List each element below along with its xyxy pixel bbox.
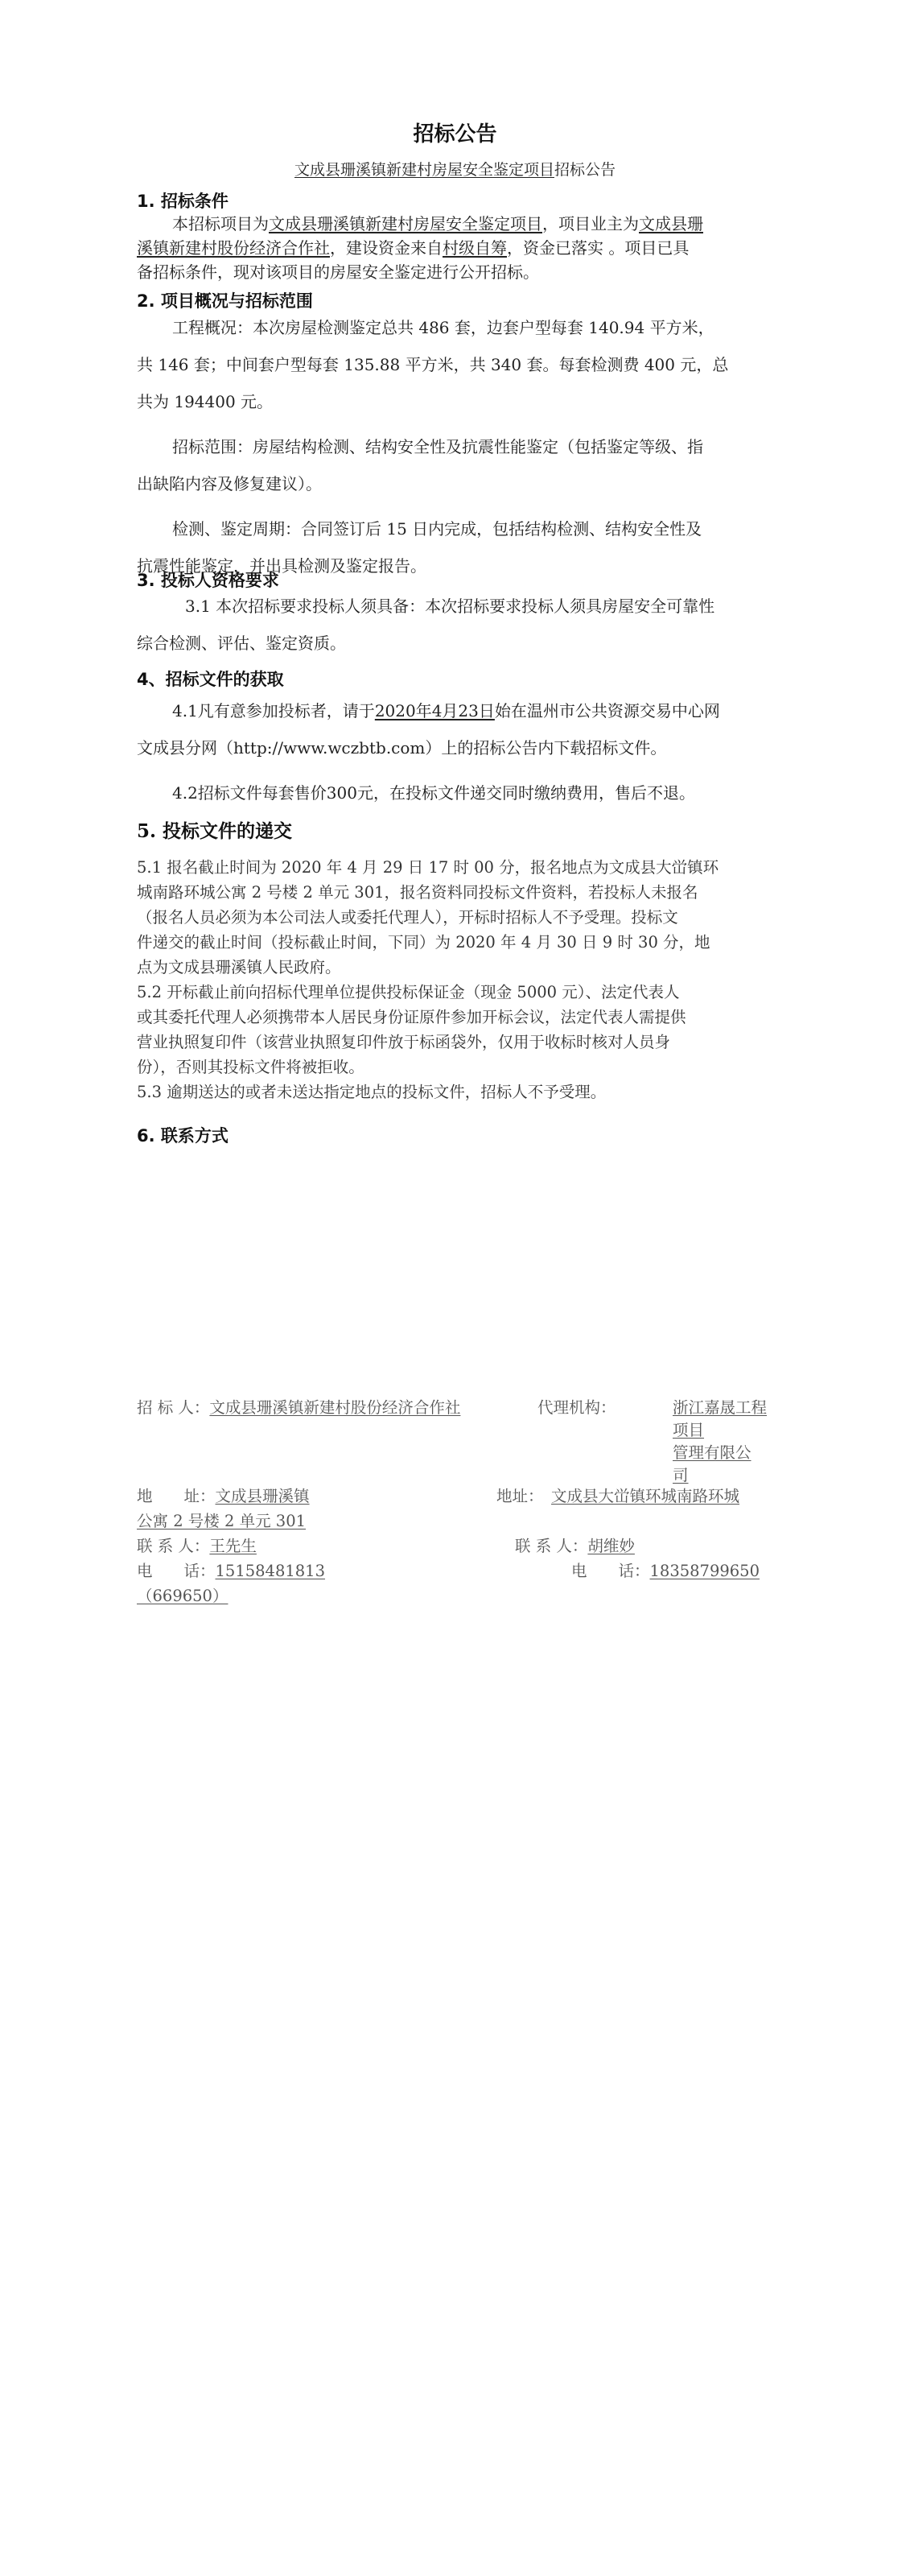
period-line-1: 检测、鉴定周期：合同签订后 15 日内完成，包括结构检测、结构安全性及 xyxy=(172,519,702,539)
submission-line: 件递交的截止时间（投标截止时间，下同）为 2020 年 4 月 30 日 9 时 30 分，地 xyxy=(137,933,710,952)
section-2-body xyxy=(137,309,780,584)
submission-line: 或其委托代理人必须携带本人居民身份证原件参加开标会议，法定代表人需提供 xyxy=(137,1008,686,1026)
address-label: 地 址： xyxy=(137,1487,216,1505)
page-title: 招标公告 xyxy=(413,122,497,147)
submission-line: 营业执照复印件（该营业执照复印件放于标函袋外，仅用于收标时核对人员身 xyxy=(137,1033,671,1051)
phone-value: 15158481813 xyxy=(215,1562,325,1580)
agent-address-label: 地址： xyxy=(496,1487,544,1505)
s1-text-c: ，建设资金来自 xyxy=(330,238,443,258)
section-1-line-2 xyxy=(137,236,780,260)
submission-line: 5.2 开标截止前向招标代理单位提供投标保证金（现金 5000 元）、法定代表人 xyxy=(137,983,680,1001)
qualification-line-2: 综合检测、评估、鉴定资质。 xyxy=(137,634,346,653)
agent-address-value-2: 公寓 2 号楼 2 单元 301 xyxy=(137,1512,307,1530)
overview-line-2: 共 146 套；中间套户型每套 135.88 平方米，共 340 套。每套检测费 400 元，总 xyxy=(137,355,729,374)
submission-line: 份），否则其投标文件将被拒收。 xyxy=(137,1058,364,1076)
agent-phone-row xyxy=(571,1560,760,1583)
acquisition-text-b: 始在温州市公共资源交易中心网 xyxy=(494,701,720,720)
section-1-line-3: 备招标条件，现对该项目的房屋安全鉴定进行公开招标。 xyxy=(137,262,539,282)
section-5-body xyxy=(137,855,780,1104)
submission-line: （报名人员必须为本公司法人或委托代理人），开标时招标人不予受理。投标文 xyxy=(137,908,678,927)
page-subtitle xyxy=(0,158,910,180)
agent-address-line-1 xyxy=(551,1485,739,1508)
tenderer-label: 招 标 人： xyxy=(137,1398,210,1417)
acquisition-date: 2020年4月23日 xyxy=(374,701,495,720)
contact-label: 联 系 人： xyxy=(137,1537,210,1555)
scope-line-2: 出缺陷内容及修复建议）。 xyxy=(137,474,322,493)
submission-line: 点为文成县珊溪镇人民政府。 xyxy=(137,958,341,976)
phone-label: 电 话： xyxy=(137,1562,216,1580)
qualification-line-1: 3.1 本次招标要求投标人须具备：本次招标要求投标人须具房屋安全可靠性 xyxy=(185,597,715,616)
submission-line: 城南路环城公寓 2 号楼 2 单元 301，报名资料同投标文件资料，若投标人未报名 xyxy=(137,883,698,902)
agent-value-line-2: 管理有限公 xyxy=(673,1443,751,1462)
section-1-body xyxy=(137,212,780,284)
agent-address-line-2 xyxy=(137,1510,306,1533)
agent-value-line-1: 浙江嘉晟工程项目 xyxy=(673,1398,768,1439)
agent-address-value-1: 文成县大峃镇环城南路环城 xyxy=(551,1487,740,1505)
s1-owner-part-2: 溪镇新建村股份经济合作社 xyxy=(137,238,330,258)
tenderer-row xyxy=(137,1397,460,1419)
agent-value xyxy=(673,1397,777,1487)
s1-text-b: ，项目业主为 xyxy=(542,214,639,233)
section-5-heading: 5. 投标文件的递交 xyxy=(137,820,293,842)
section-1-heading: 1. 招标条件 xyxy=(137,192,229,211)
section-3-heading: 3. 投标人资格要求 xyxy=(137,571,279,590)
agent-phone-label: 电 话： xyxy=(571,1562,650,1580)
section-3-body xyxy=(137,588,780,662)
submission-line: 5.3 逾期送达的或者未送达指定地点的投标文件，招标人不予受理。 xyxy=(137,1083,607,1101)
contact-value: 王先生 xyxy=(209,1537,257,1555)
agent-contact-label: 联 系 人： xyxy=(515,1537,588,1555)
period-line-2: 抗震性能鉴定，并出具检测及鉴定报告。 xyxy=(137,556,426,576)
agent-phone-extra-row xyxy=(137,1585,228,1608)
acquisition-line-1 xyxy=(137,692,780,729)
agent-contact-value: 胡维妙 xyxy=(587,1537,635,1555)
tenderer-value: 文成县珊溪镇新建村股份经济合作社 xyxy=(209,1398,461,1417)
section-4-heading: 4、招标文件的获取 xyxy=(137,670,284,689)
address-value: 文成县珊溪镇 xyxy=(215,1487,310,1505)
agent-phone-value: 18358799650 xyxy=(649,1562,760,1580)
acquisition-text-a: 4.1凡有意参加投标者，请于 xyxy=(172,701,375,720)
section-6-heading: 6. 联系方式 xyxy=(137,1126,229,1146)
subtitle-project-name: 文成县珊溪镇新建村房屋安全鉴定项目 xyxy=(294,161,554,179)
subtitle-suffix: 招标公告 xyxy=(554,161,616,179)
s1-text-a: 本招标项目为 xyxy=(172,214,269,233)
section-1-line-1 xyxy=(137,212,780,236)
submission-line: 5.1 报名截止时间为 2020 年 4 月 29 日 17 时 00 分，报名地点为文成县大峃镇环 xyxy=(137,858,719,877)
overview-line-1: 工程概况：本次房屋检测鉴定总共 486 套，边套户型每套 140.94 平方米， xyxy=(172,318,714,337)
phone-row xyxy=(137,1560,336,1583)
address-row xyxy=(137,1485,445,1508)
agent-phone-extra: （669650） xyxy=(137,1587,229,1605)
scope-line-1: 招标范围：房屋结构检测、结构安全性及抗震性能鉴定（包括鉴定等级、指 xyxy=(172,437,703,456)
acquisition-line-2: 文成县分网（http://www.wczbtb.com）上的招标公告内下载招标文件。 xyxy=(137,738,667,758)
acquisition-line-3: 4.2招标文件每套售价300元，在投标文件递交同时缴纳费用，售后不退。 xyxy=(172,783,695,803)
agent-label: 代理机构： xyxy=(537,1398,616,1417)
section-2-heading: 2. 项目概况与招标范围 xyxy=(137,291,313,311)
overview-line-3: 共为 194400 元。 xyxy=(137,392,274,411)
section-4-body xyxy=(137,692,780,811)
s1-owner-part-1: 文成县珊 xyxy=(639,214,703,233)
contact-row xyxy=(137,1535,338,1558)
s1-fund-source: 村级自筹 xyxy=(443,238,507,258)
agent-contact-row xyxy=(515,1535,684,1558)
s1-text-d: ，资金已落实 。项目已具 xyxy=(507,238,690,258)
s1-project-name: 文成县珊溪镇新建村房屋安全鉴定项目 xyxy=(269,214,542,233)
agent-value-line-3: 司 xyxy=(673,1466,689,1484)
